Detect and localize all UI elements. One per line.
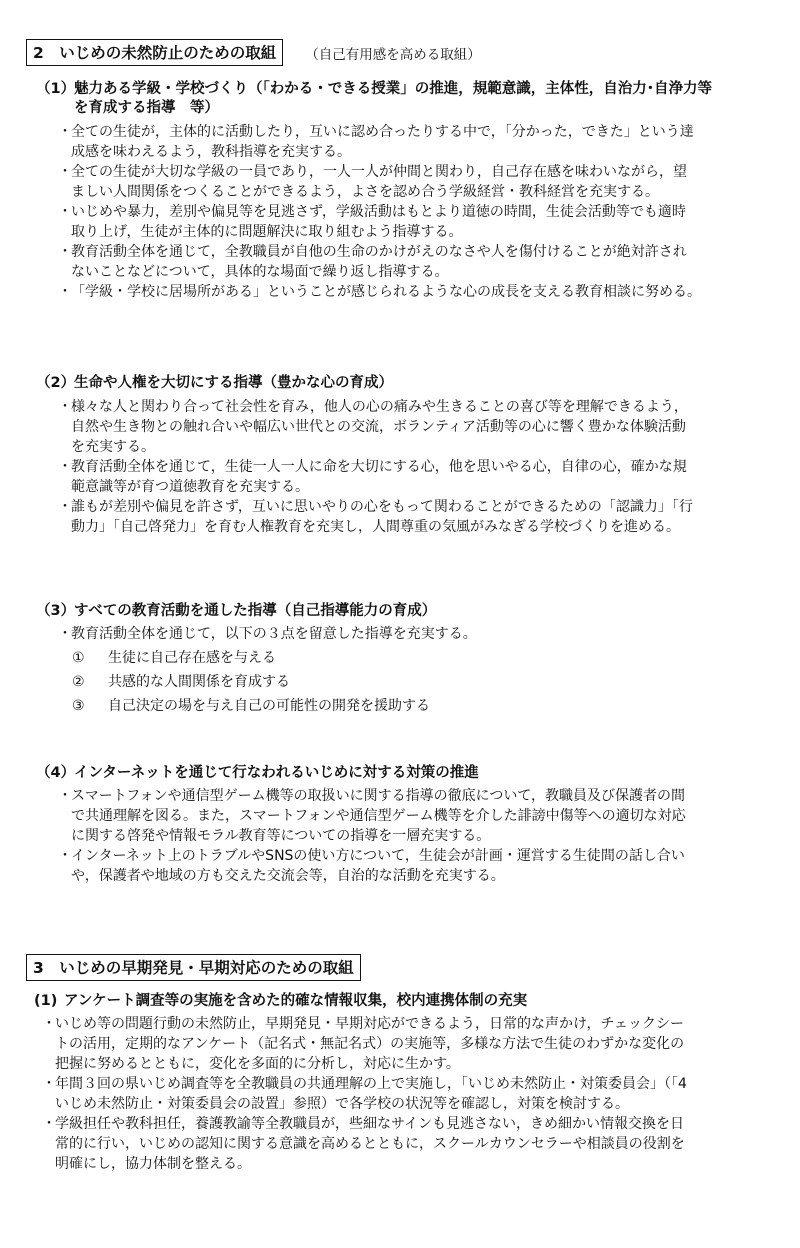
subsection-title-line: すべての教育活動を通した指導（自己指導能力の育成）: [74, 603, 437, 619]
bullet-line: ましい人間関係をつくることができるよう，よさを認め合う学級経営・教科経営を充実する。: [71, 184, 659, 200]
bullet-dot: ・: [58, 459, 72, 475]
bullet-dot: ・: [58, 499, 72, 515]
subsection-2-4-heading: [36, 764, 796, 783]
bullet-line: 学級担任や教科担任，養護教諭等全教職員が，些細なサインも見逃さない，きめ細かい情報交換を日: [55, 1116, 685, 1132]
subsection-3-1-heading: [34, 992, 794, 1011]
section-2-title: 2 いじめの未然防止のための取組: [26, 39, 283, 66]
bullet-dot: ・: [42, 1016, 56, 1032]
bullet-line: で共通理解を図る。また，スマートフォンや通信型ゲーム機等を介した誹謗中傷等への適切な対応: [71, 808, 686, 824]
bullet-item: [58, 162, 786, 202]
bullet-line: 取り上げ，生徒が主体的に問題解決に取り組むよう指導する。: [71, 224, 463, 240]
bullet-dot: ・: [58, 848, 72, 864]
subsection-2-3-heading: [36, 602, 796, 621]
bullet-item: [42, 1074, 788, 1114]
bullet-dot: ・: [42, 1116, 56, 1132]
bullet-line: 全ての生徒が，主体的に活動したり，互いに認め合ったりする中で，「分かった，できた」という達: [71, 124, 694, 140]
bullet-item: [58, 202, 786, 242]
bullet-item: [58, 624, 786, 644]
bullet-dot: ・: [58, 399, 72, 415]
bullet-item: [42, 1114, 788, 1174]
bullet-line: 動力」「自己啓発力」を育む人権教育を充実し，人間尊重の気風がみなぎる学校づくりを進める。: [71, 519, 680, 535]
bullet-line: を充実する。: [71, 439, 155, 455]
bullet-dot: ・: [58, 626, 72, 642]
bullet-line: 教育活動全体を通じて，全教職員が自他の生命のかけがえのなさや人を傷付けることが絶対許され: [71, 244, 687, 260]
bullet-dot: ・: [58, 164, 72, 180]
subsection-number: （1）: [36, 81, 76, 97]
subsection-2-1-heading: [36, 80, 796, 118]
section-3-header: [26, 954, 361, 981]
bullet-line: 教育活動全体を通じて，生徒一人一人に命を大切にする心，他を思いやる心，自律の心，確かな規: [71, 459, 687, 475]
subsection-title-line: インターネットを通じて行なわれるいじめに対する対策の推進: [74, 765, 479, 781]
bullet-line: 「学級・学校に居場所がある」ということが感じられるような心の成長を支える教育相談に努める。: [71, 284, 701, 300]
bullet-line: インターネット上のトラブルやSNSの使い方について，生徒会が計画・運営する生徒間の話し合い: [71, 848, 685, 864]
bullet-line: 自然や生き物との触れ合いや幅広い世代との交流，ボランティア活動等の心に響く豊かな体験活動: [71, 419, 686, 435]
subsection-2-3-bullets: [58, 624, 786, 644]
bullet-item: [58, 457, 786, 497]
subsection-number: (1): [34, 993, 58, 1009]
enum-item: [72, 646, 772, 670]
bullet-item: [58, 786, 786, 846]
bullet-line: 全ての生徒が大切な学級の一員であり，一人一人が仲間と関わり，自己存在感を味わいながら，望: [71, 164, 687, 180]
bullet-line: トの活用，定期的なアンケート（記名式・無記名式）の実施等，多様な方法で生徒のわずかな変化の: [55, 1036, 685, 1052]
bullet-dot: ・: [58, 244, 72, 260]
bullet-line: 誰もが差別や偏見を許さず，互いに思いやりの心をもって関わることができるための「認識力」「行: [71, 499, 693, 515]
subsection-number: （4）: [36, 765, 76, 781]
enum-mark: ①: [72, 650, 85, 666]
bullet-dot: ・: [58, 124, 72, 140]
bullet-line: 成感を味わえるよう，教科指導を充実する。: [71, 144, 351, 160]
subsection-title-line: 生命や人権を大切にする指導（豊かな心の育成）: [74, 375, 393, 391]
bullet-line: 年間３回の県いじめ調査等を全教職員の共通理解の上で実施し，「いじめ未然防止・対策委員会」（「4: [55, 1076, 687, 1092]
bullet-item: [58, 242, 786, 282]
bullet-line: 把握に努めるとともに，変化を多面的に分析し，対応に生かす。: [55, 1056, 460, 1072]
section-2-note: （自己有用感を高める取組）: [305, 46, 481, 63]
subsection-title-line: を育成する指導 等）: [74, 100, 219, 116]
subsection-number: （2）: [36, 375, 76, 391]
bullet-dot: ・: [58, 284, 72, 300]
bullet-line: 様々な人と関わり合って社会性を育み，他人の心の痛みや生きることの喜び等を理解できるよう，: [71, 399, 688, 415]
bullet-line: いじめ未然防止・対策委員会の設置」参照）で各学校の状況等を確認し，対策を検討する。: [55, 1096, 629, 1112]
bullet-item: [58, 122, 786, 162]
subsection-2-3-enumeration: [72, 646, 772, 718]
bullet-line: 範意識等が育つ道徳教育を充実する。: [71, 479, 309, 495]
subsection-2-4-bullets: [58, 786, 786, 886]
subsection-3-1-bullets: [42, 1014, 788, 1174]
subsection-2-2-bullets: [58, 397, 786, 537]
bullet-line: ないことなどについて，具体的な場面で繰り返し指導する。: [71, 264, 449, 280]
bullet-line: や，保護者や地域の方も交えた交流会等，自治的な活動を充実する。: [71, 868, 505, 884]
enum-text: 生徒に自己存在感を与える: [108, 650, 276, 666]
bullet-line: いじめや暴力，差別や偏見等を見逃さず，学級活動はもとより道徳の時間，生徒会活動等でも適時: [71, 204, 686, 220]
bullet-line: いじめ等の問題行動の未然防止，早期発見・早期対応ができるよう，日常的な声かけ，チェックシー: [55, 1016, 685, 1032]
enum-text: 自己決定の場を与え自己の可能性の開発を援助する: [108, 698, 430, 714]
bullet-dot: ・: [58, 204, 72, 220]
subsection-number: （3）: [36, 603, 76, 619]
bullet-line: 明確にし，協力体制を整える。: [55, 1156, 251, 1172]
bullet-item: [58, 497, 786, 537]
section-3-title: 3 いじめの早期発見・早期対応のための取組: [26, 954, 361, 981]
bullet-line: 教育活動全体を通じて，以下の３点を留意した指導を充実する。: [71, 626, 477, 642]
bullet-line: に関する啓発や情報モラル教育等についての指導を一層充実する。: [71, 828, 491, 844]
bullet-item: [58, 282, 786, 302]
bullet-dot: ・: [58, 788, 72, 804]
bullet-line: スマートフォンや通信型ゲーム機等の取扱いに関する指導の徹底について，教職員及び保護者の間: [71, 788, 686, 804]
enum-mark: ③: [72, 698, 85, 714]
subsection-title-line: 魅力ある学級・学校づくり（「わかる・できる授業」の推進，規範意識，主体性，自治力･自浄力等: [74, 81, 712, 97]
enum-item: [72, 694, 772, 718]
subsection-2-2-heading: [36, 374, 796, 393]
bullet-line: 常的に行い，いじめの認知に関する意識を高めるとともに，スクールカウンセラーや相談員の役割を: [55, 1136, 685, 1152]
subsection-title-line: アンケート調査等の実施を含めた的確な情報収集，校内連携体制の充実: [64, 993, 528, 1009]
enum-mark: ②: [72, 674, 85, 690]
bullet-item: [58, 397, 786, 457]
enum-item: [72, 670, 772, 694]
enum-text: 共感的な人間関係を育成する: [108, 674, 290, 690]
bullet-item: [42, 1014, 788, 1074]
subsection-2-1-bullets: [58, 122, 786, 302]
bullet-dot: ・: [42, 1076, 56, 1092]
section-2-header: [26, 39, 481, 66]
bullet-item: [58, 846, 786, 886]
